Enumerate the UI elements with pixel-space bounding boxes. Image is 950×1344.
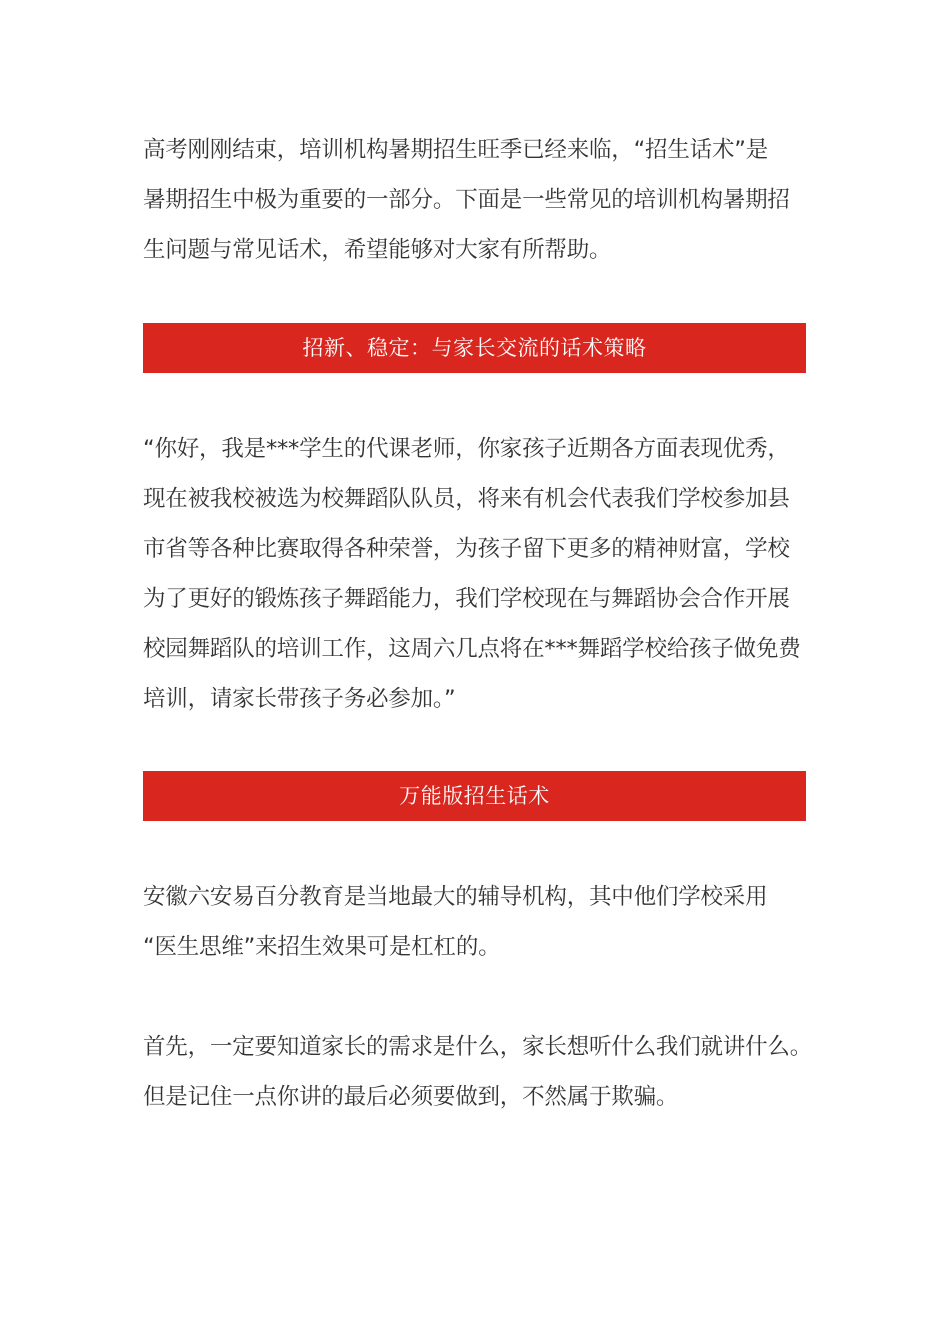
method-line-4: 但是记住一点你讲的最后必须要做到，不然属于欺骗。 xyxy=(143,1084,679,1110)
quote-line-5: 校园舞蹈队的培训工作，这周六几点将在***舞蹈学校给孩子做免费 xyxy=(143,636,801,662)
intro-line-1: 高考刚刚结束，培训机构暑期招生旺季已经来临，“招生话术”是 xyxy=(143,137,769,163)
intro-line-3: 生问题与常见话术，希望能够对大家有所帮助。 xyxy=(143,237,612,263)
section-heading-banner-2: 万能版招生话术 xyxy=(143,771,806,821)
quote-line-6: 培训，请家长带孩子务必参加。” xyxy=(143,686,456,712)
intro-paragraph xyxy=(143,125,811,275)
method-line-1: 安徽六安易百分教育是当地最大的辅导机构，其中他们学校采用 xyxy=(143,884,768,910)
method-line-3: 首先，一定要知道家长的需求是什么，家长想听什么我们就讲什么。 xyxy=(143,1034,813,1060)
method-paragraph-1 xyxy=(143,872,811,972)
quote-paragraph xyxy=(143,424,811,724)
quote-line-4: 为了更好的锻炼孩子舞蹈能力，我们学校现在与舞蹈协会合作开展 xyxy=(143,586,790,612)
method-paragraph-2 xyxy=(143,1022,811,1122)
quote-line-3: 市省等各种比赛取得各种荣誉，为孩子留下更多的精神财富，学校 xyxy=(143,536,790,562)
quote-line-1: “你好，我是***学生的代课老师，你家孩子近期各方面表现优秀， xyxy=(143,436,790,462)
quote-line-2: 现在被我校被选为校舞蹈队队员，将来有机会代表我们学校参加县 xyxy=(143,486,790,512)
method-line-2: “医生思维”来招生效果可是杠杠的。 xyxy=(143,934,501,960)
intro-line-2: 暑期招生中极为重要的一部分。下面是一些常见的培训机构暑期招 xyxy=(143,187,790,213)
section-heading-banner-1: 招新、稳定：与家长交流的话术策略 xyxy=(143,323,806,373)
